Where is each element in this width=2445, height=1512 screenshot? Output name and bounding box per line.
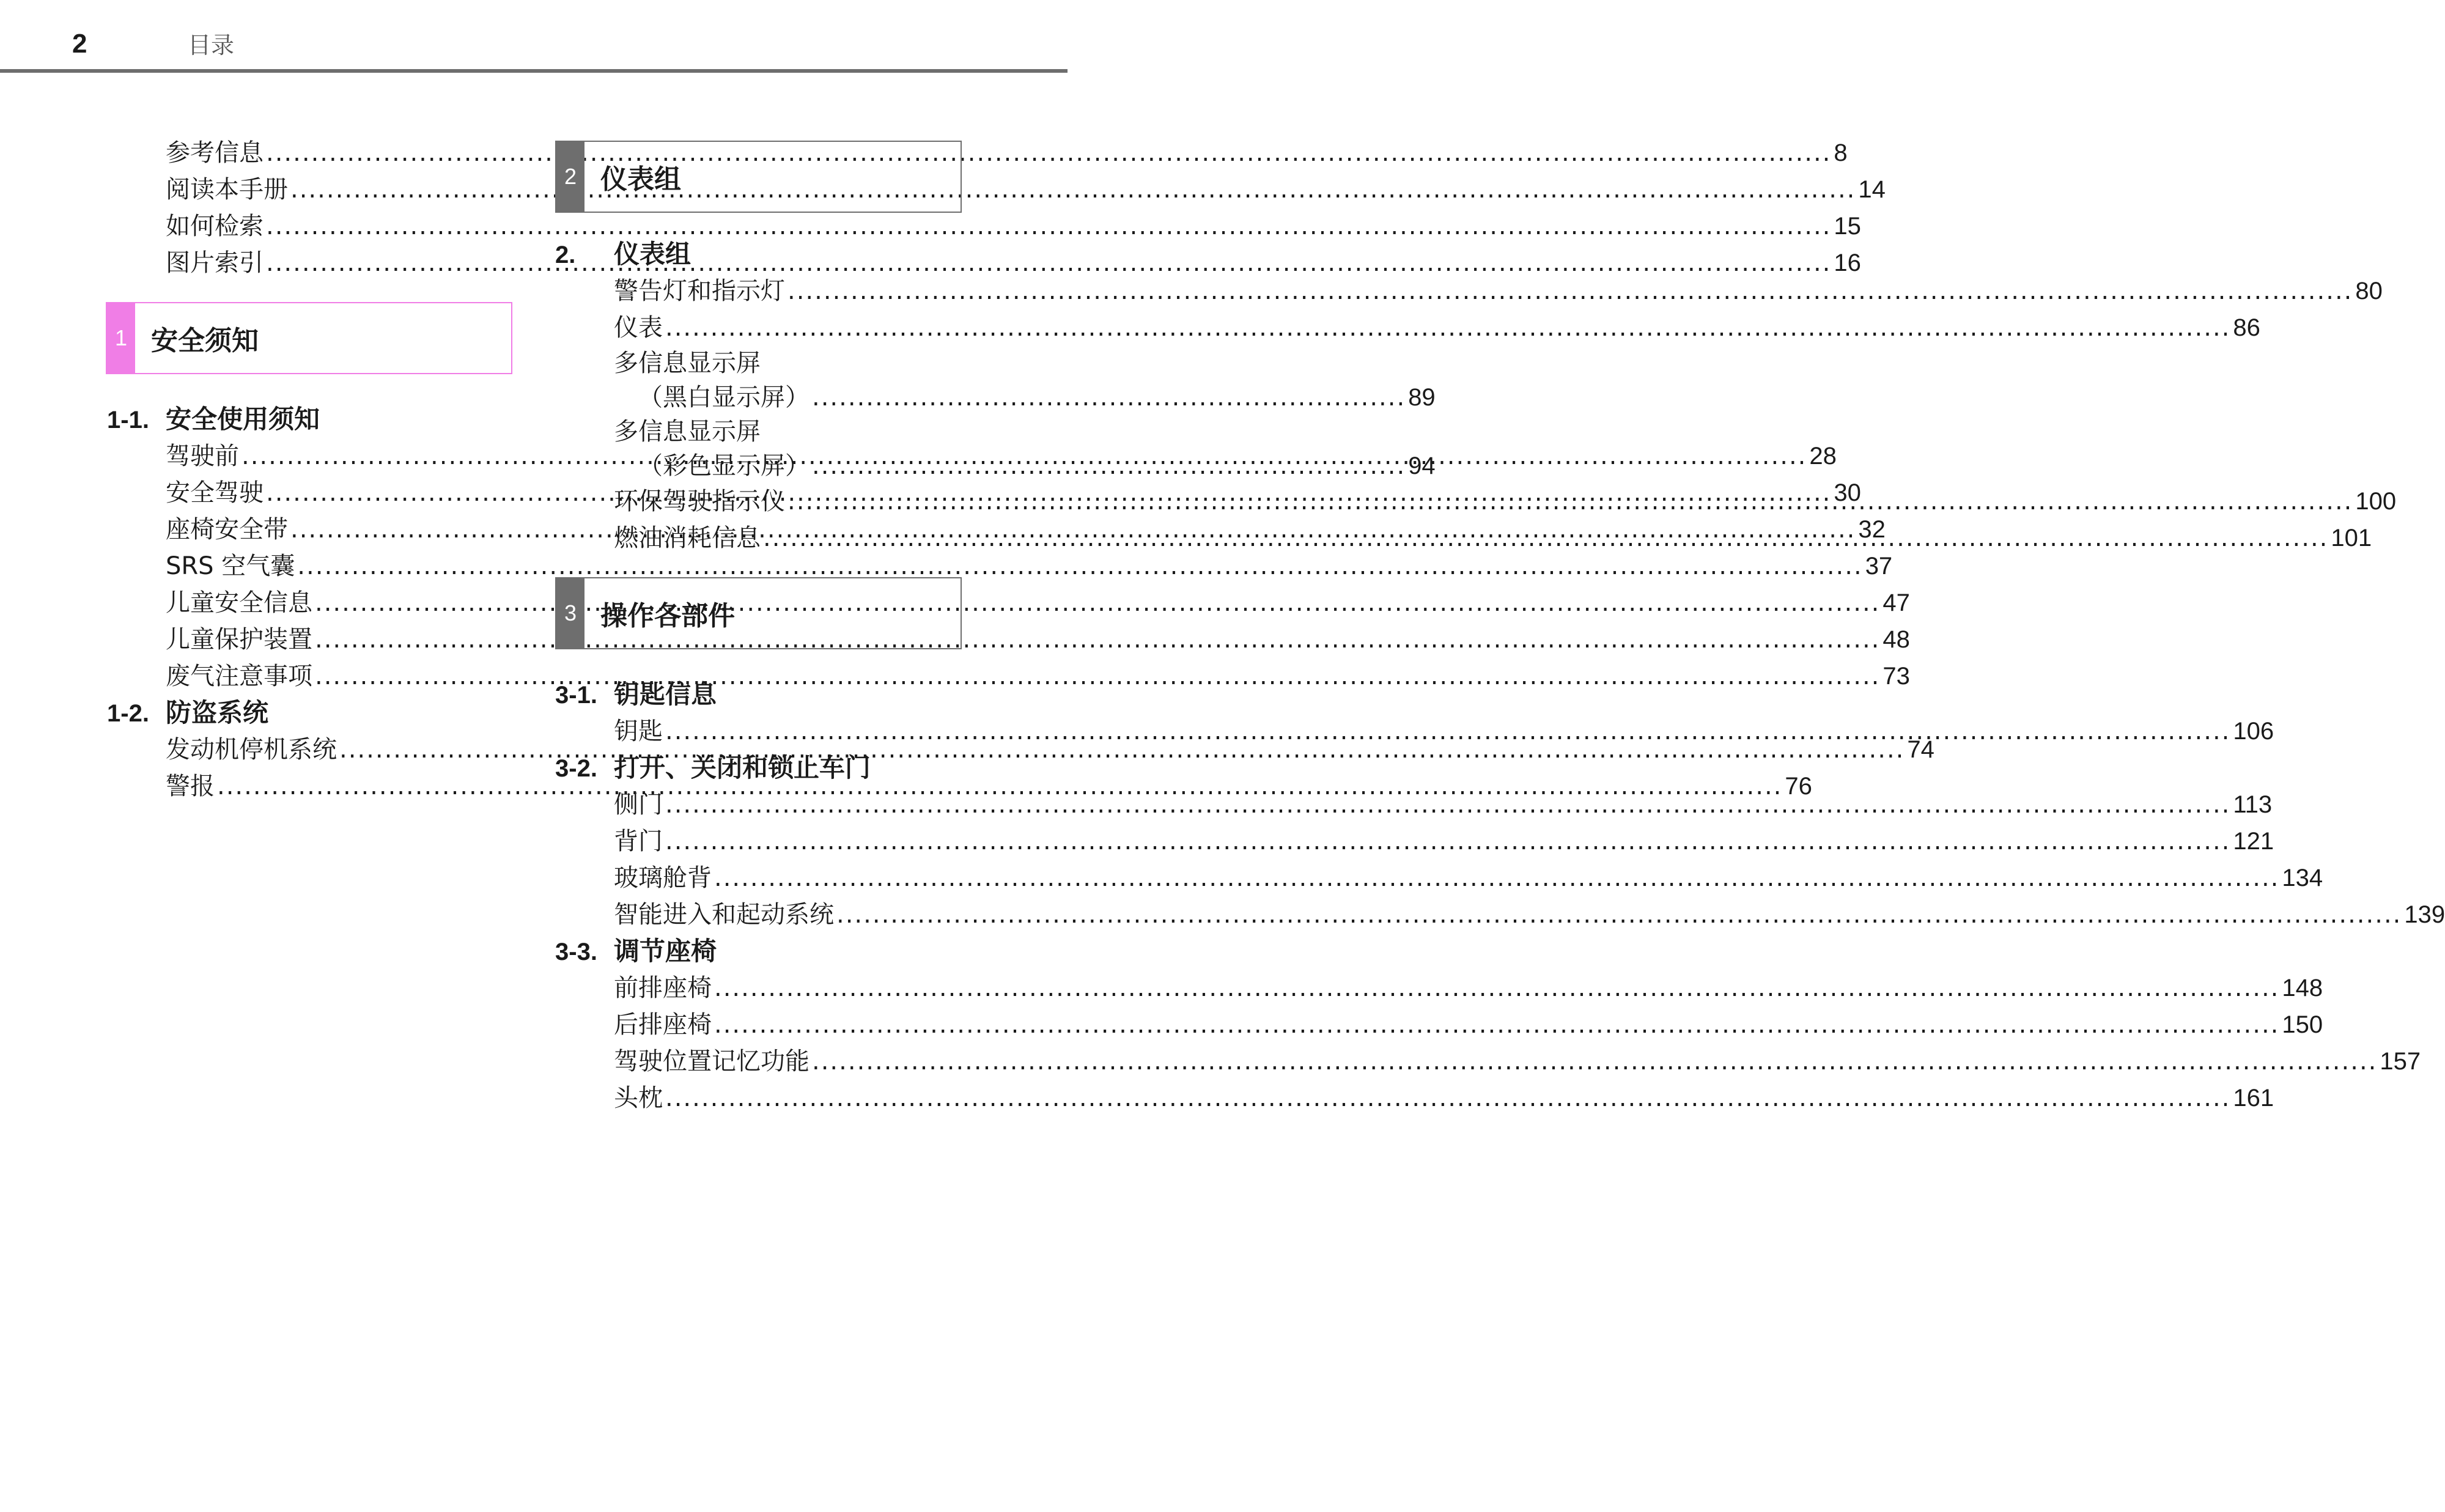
- dot-leader: [787, 273, 2353, 309]
- toc-entry-how-to-search[interactable]: [107, 208, 1861, 245]
- toc-entry-page: 148: [2282, 975, 2323, 1001]
- toc-entry-page: 89: [1408, 384, 1436, 411]
- dot-leader: [665, 786, 2230, 823]
- dot-leader: [787, 483, 2353, 520]
- toc-entry-page: 150: [2282, 1011, 2323, 1038]
- toc-entry-page: 100: [2355, 488, 2397, 515]
- toc-entry-page: 48: [1883, 626, 1910, 653]
- section-heading-3-1[interactable]: [555, 676, 962, 713]
- toc-entry-title: 安全驾驶: [166, 479, 264, 507]
- toc-entry-title: 后排座椅: [614, 1011, 712, 1039]
- toc-entry-page: 134: [2282, 865, 2323, 891]
- toc-entry-page: 28: [1809, 443, 1837, 470]
- section-number: 3-3.: [555, 939, 597, 965]
- toc-entry[interactable]: [555, 860, 2323, 896]
- dot-leader: [665, 309, 2230, 346]
- toc-entry[interactable]: [555, 309, 2260, 346]
- toc-entry-title: 头枕: [614, 1084, 663, 1112]
- toc-entry-subtitle: （彩色显示屏）: [638, 452, 809, 480]
- toc-entry-title: 驾驶前: [166, 442, 239, 470]
- section-number: 2.: [555, 242, 576, 268]
- toc-entry-title: 背门: [614, 827, 663, 855]
- toc-entry-title: 图片索引: [166, 249, 264, 277]
- toc-entry-page: 139: [2404, 901, 2445, 928]
- toc-entry-page: 94: [1408, 452, 1436, 479]
- section-3-3-list: [555, 970, 2421, 1116]
- toc-entry[interactable]: [555, 1043, 2421, 1080]
- section-title: 防盗系统: [166, 698, 269, 728]
- chapter-number: 3: [556, 578, 585, 648]
- toc-entry-title: 环保驾驶指示仪: [614, 487, 785, 515]
- section-title: 钥匙信息: [614, 679, 717, 709]
- section-number: 1-2.: [107, 700, 149, 727]
- toc-entry-title: 警报: [166, 772, 215, 800]
- toc-entry-title: 发动机停机系统: [166, 736, 337, 764]
- dot-leader: [812, 1043, 2377, 1080]
- toc-entry-title: 警告灯和指示灯: [614, 277, 785, 305]
- dot-leader: [714, 860, 2279, 896]
- toc-entry-page: 73: [1883, 663, 1910, 690]
- toc-entry-title: 钥匙: [614, 717, 663, 745]
- toc-entry-second-line: [614, 380, 1436, 415]
- section-title: 打开、关闭和锁止车门: [614, 753, 871, 783]
- toc-entry[interactable]: [555, 273, 2383, 309]
- chapter-title: 操作各部件: [600, 600, 735, 632]
- section-title: 安全使用须知: [166, 404, 320, 434]
- dot-leader: ..................................................................: [812, 452, 1406, 480]
- dot-leader: [266, 135, 1831, 171]
- toc-entry[interactable]: [555, 1006, 2323, 1043]
- toc-entry[interactable]: [555, 970, 2323, 1006]
- chapter-1-box[interactable]: [106, 302, 512, 374]
- toc-entry-page: 161: [2233, 1085, 2274, 1112]
- toc-entry-page: 101: [2331, 525, 2372, 551]
- chapter-title: 仪表组: [600, 164, 681, 195]
- toc-entry-title: 多信息显示屏: [614, 418, 761, 446]
- toc-entry-title: 仪表: [614, 314, 663, 342]
- toc-entry-title: 智能进入和起动系统: [614, 901, 834, 929]
- toc-entry-page: 121: [2233, 828, 2274, 855]
- dot-leader: ..................................................................: [812, 383, 1406, 411]
- section-heading-1-1[interactable]: [107, 401, 514, 438]
- toc-entry-title: 如何检索: [166, 212, 264, 240]
- toc-entry-page: 80: [2355, 278, 2383, 304]
- toc-entry-title: 驾驶位置记忆功能: [614, 1047, 809, 1075]
- chapter-2-box[interactable]: [555, 141, 962, 213]
- toc-entry-title: 侧门: [614, 791, 663, 819]
- toc-entry-page: 37: [1865, 553, 1893, 580]
- toc-entry-page: 76: [1785, 773, 1812, 800]
- chapter-title: 安全须知: [151, 325, 259, 356]
- section-number: 3-1.: [555, 682, 597, 709]
- toc-entry[interactable]: [555, 896, 2445, 933]
- toc-entry-second-line: [614, 449, 1436, 483]
- toc-entry-multiline[interactable]: [555, 415, 1436, 483]
- section-title: 调节座椅: [614, 936, 717, 966]
- page-title: 目录: [188, 32, 235, 59]
- toc-entry-title: 前排座椅: [614, 974, 712, 1002]
- dot-leader: [714, 970, 2279, 1006]
- toc-entry-page: 86: [2233, 314, 2260, 341]
- toc-entry-title: 阅读本手册: [166, 175, 288, 204]
- section-number: 1-1.: [107, 407, 149, 433]
- chapter-number: 1: [107, 303, 135, 373]
- section-heading-1-2[interactable]: [107, 695, 514, 731]
- toc-entry-title: 玻璃舱背: [614, 864, 712, 892]
- toc-entry-title: 废气注意事项: [166, 662, 312, 690]
- toc-entry-page: 16: [1834, 249, 1861, 276]
- toc-entry-page: 157: [2380, 1048, 2421, 1075]
- toc-entry-title: 座椅安全带: [166, 515, 288, 544]
- toc-entry-multiline[interactable]: [555, 346, 1436, 415]
- dot-leader: [290, 171, 1856, 208]
- toc-entry-page: 15: [1834, 213, 1861, 240]
- toc-entry-page: 113: [2233, 791, 2273, 818]
- dot-leader: [315, 621, 1880, 658]
- section-heading-3-3[interactable]: [555, 933, 962, 970]
- toc-entry-title: 儿童安全信息: [166, 589, 312, 617]
- section-heading-3-2[interactable]: [555, 750, 962, 786]
- toc-entry-page: 74: [1907, 736, 1934, 763]
- section-title: 仪表组: [614, 239, 691, 269]
- toc-entry[interactable]: [555, 1080, 2274, 1116]
- section-number: 3-2.: [555, 755, 597, 782]
- toc-entry[interactable]: [555, 823, 2274, 860]
- dot-leader: [714, 1006, 2279, 1043]
- page-number: 2: [72, 29, 87, 59]
- toc-entry-title: 参考信息: [166, 139, 264, 167]
- dot-leader: [665, 823, 2230, 860]
- toc-entry-page: 14: [1858, 176, 1886, 203]
- chapter-number: 2: [556, 142, 585, 212]
- toc-entry[interactable]: [107, 548, 1893, 585]
- toc-entry-page: 106: [2233, 718, 2274, 745]
- toc-entry-page: 47: [1883, 589, 1910, 616]
- section-heading-2[interactable]: [555, 236, 962, 273]
- dot-leader: [763, 520, 2328, 556]
- dot-leader: [315, 658, 1880, 695]
- toc-entry-page: 32: [1858, 516, 1886, 543]
- toc-entry-title: 燃油消耗信息: [614, 524, 761, 552]
- chapter-3-box[interactable]: [555, 577, 962, 649]
- toc-entry-title: 儿童保护装置: [166, 625, 312, 654]
- dot-leader: [665, 1080, 2230, 1116]
- toc-entry-title: 多信息显示屏: [614, 349, 761, 377]
- dot-leader: [315, 585, 1880, 621]
- header-divider: [0, 69, 1068, 73]
- toc-entry[interactable]: [107, 621, 1910, 658]
- toc-entry-page: 30: [1834, 479, 1861, 506]
- toc-entry-subtitle: （黑白显示屏）: [638, 383, 809, 411]
- dot-leader: [266, 208, 1831, 245]
- dot-leader: [665, 713, 2230, 750]
- toc-entry-page: 8: [1834, 139, 1848, 166]
- dot-leader: [836, 896, 2402, 933]
- toc-entry-reference-info[interactable]: [107, 135, 1848, 171]
- toc-entry-title: SRS 空气囊: [166, 552, 295, 580]
